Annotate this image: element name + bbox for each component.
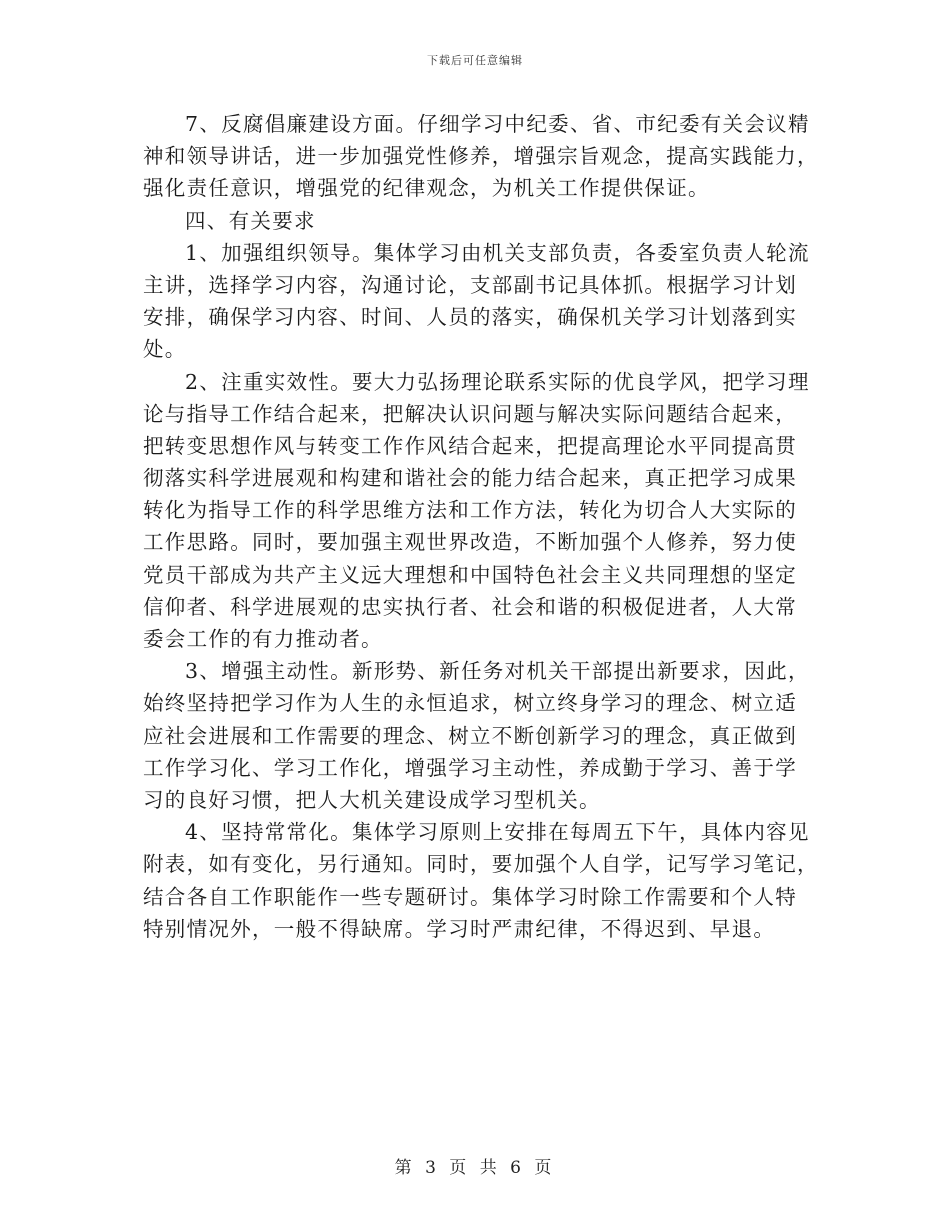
text-line: 论与指导工作结合起来，把解决认识问题与解决实际问题结合起来， [143,401,797,426]
text-line: 工作思路。同时，要加强主观世界改造，不断加强个人修养，努力使 [143,530,797,555]
text-line: 1、加强组织领导。集体学习由机关支部负责，各委室负责人轮流 [185,240,810,265]
text-line: 7、反腐倡廉建设方面。仔细学习中纪委、省、市纪委有关会议精 [185,112,810,136]
text-line: 始终坚持把学习作为人生的永恒追求，树立终身学习的理念、树立适 [143,691,797,716]
text-line: 转化为指导工作的科学思维方法和工作方法，转化为切合人大实际的 [143,498,797,523]
text-line: 特别情况外，一般不得缺席。学习时严肃纪律，不得迟到、早退。 [143,916,776,941]
text-line: 委会工作的有力推动者。 [143,627,383,651]
text-line: 3、增强主动性。新形势、新任务对机关干部提出新要求，因此， [185,659,810,684]
text-line: 主讲，选择学习内容，沟通讨论，支部副书记具体抓。根据学习计划 [143,272,797,297]
text-line: 信仰者、科学进展观的忠实执行者、社会和谐的积极促进者，人大常 [143,594,797,619]
section-heading: 四、有关要求 [185,208,316,233]
text-line: 彻落实科学进展观和构建和谐社会的能力结合起来，真正把学习成果 [143,466,797,491]
text-line: 应社会进展和工作需要的理念、树立不断创新学习的理念，真正做到 [143,723,797,748]
text-line: 把转变思想作风与转变工作作风结合起来，把提高理论水平同提高贯 [143,433,797,458]
text-line: 2、注重实效性。要大力弘扬理论联系实际的优良学风，把学习理 [185,369,810,394]
text-line: 安排，确保学习内容、时间、人员的落实，确保机关学习计划落到实 [143,305,797,330]
text-line: 强化责任意识，增强党的纪律观念，为机关工作提供保证。 [143,176,710,201]
page-header: 下载后可任意编辑 [427,54,523,67]
page-number-footer: 第 3 页 共 6 页 [394,1158,556,1178]
text-line: 神和领导讲话，进一步加强党性修养，增强宗旨观念，提高实践能力， [143,144,819,169]
text-line: 附表，如有变化，另行通知。同时，要加强个人自学，记写学习笔记， [143,852,819,877]
text-line: 处。 [143,337,187,362]
text-line: 习的良好习惯，把人大机关建设成学习型机关。 [143,787,601,812]
text-line: 4、坚持常常化。集体学习原则上安排在每周五下午，具体内容见 [185,820,810,845]
text-line: 结合各自工作职能作一些专题研讨。集体学习时除工作需要和个人特 [143,884,797,909]
text-line: 党员干部成为共产主义远大理想和中国特色社会主义共同理想的坚定 [143,562,797,587]
text-line: 工作学习化、学习工作化，增强学习主动性，养成勤于学习、善于学 [143,755,797,780]
document-body [143,108,819,945]
